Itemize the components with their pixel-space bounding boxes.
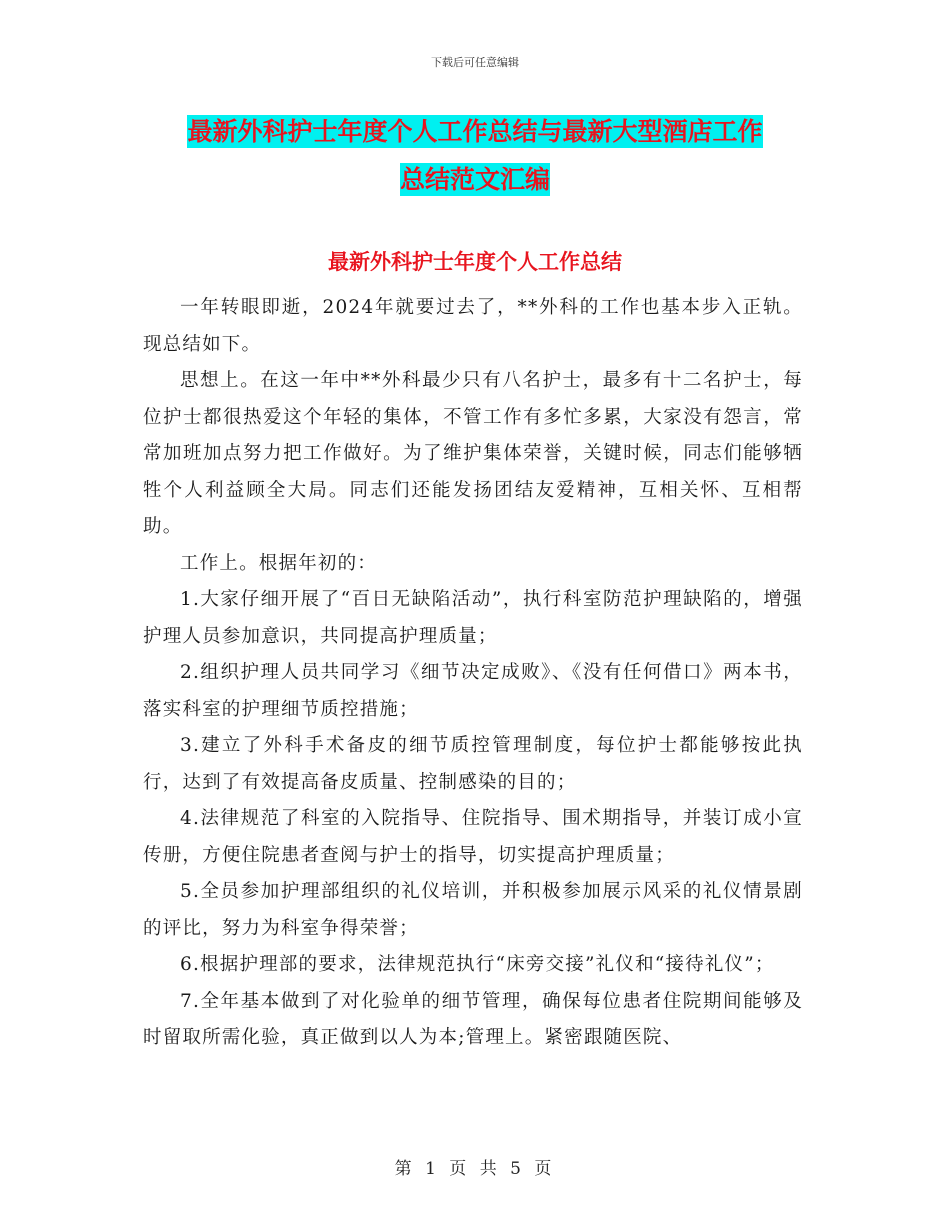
document-title-line-1: 最新外科护士年度个人工作总结与最新大型酒店工作 — [187, 117, 763, 146]
paragraph: 2.组织护理人员共同学习《细节决定成败》、《没有任何借口》两本书，落实科室的护理细节质控措施； — [143, 662, 803, 720]
paragraph: 工作上。根据年初的： — [180, 552, 378, 574]
document-title — [140, 108, 810, 204]
paragraph: 7.全年基本做到了对化验单的细节管理，确保每位患者住院期间能够及时留取所需化验，真正做到以人为本;管理上。紧密跟随医院、 — [143, 990, 803, 1048]
paragraph: 1.大家仔细开展了“百日无缺陷活动”，执行科室防范护理缺陷的，增强护理人员参加意识，共同提高护理质量； — [143, 589, 803, 647]
paragraph: 4.法律规范了科室的入院指导、住院指导、围术期指导，并装订成小宣传册，方便住院患者查阅与护士的指导，切实提高护理质量； — [143, 808, 803, 866]
body-text — [143, 290, 803, 1057]
section-title: 最新外科护士年度个人工作总结 — [328, 250, 622, 274]
paragraph: 6.根据护理部的要求，法律规范执行“床旁交接”礼仪和“接待礼仪”； — [180, 954, 775, 975]
document-title-line-2: 总结范文汇编 — [399, 165, 550, 194]
paragraph: 思想上。在这一年中**外科最少只有八名护士，最多有十二名护士，每位护士都很热爱这个年轻的集体，不管工作有多忙多累，大家没有怨言，常常加班加点努力把工作做好。为了维护集体荣誉，关键时候，同志们能够牺牲个人利益顾全大局。同志们还能发扬团结友爱精神，互相关怀、互相帮助。 — [143, 370, 803, 537]
header-note: 下载后可任意编辑 — [431, 56, 519, 69]
paragraph: 5.全员参加护理部组织的礼仪培训，并积极参加展示风采的礼仪情景剧的评比，努力为科室争得荣誉； — [143, 881, 803, 939]
paragraph: 一年转眼即逝，2024年就要过去了，**外科的工作也基本步入正轨。现总结如下。 — [143, 297, 803, 355]
paragraph: 3.建立了外科手术备皮的细节质控管理制度，每位护士都能够按此执行，达到了有效提高备皮质量、控制感染的目的； — [143, 735, 803, 793]
page-footer: 第 1 页 共 5 页 — [394, 1159, 556, 1179]
